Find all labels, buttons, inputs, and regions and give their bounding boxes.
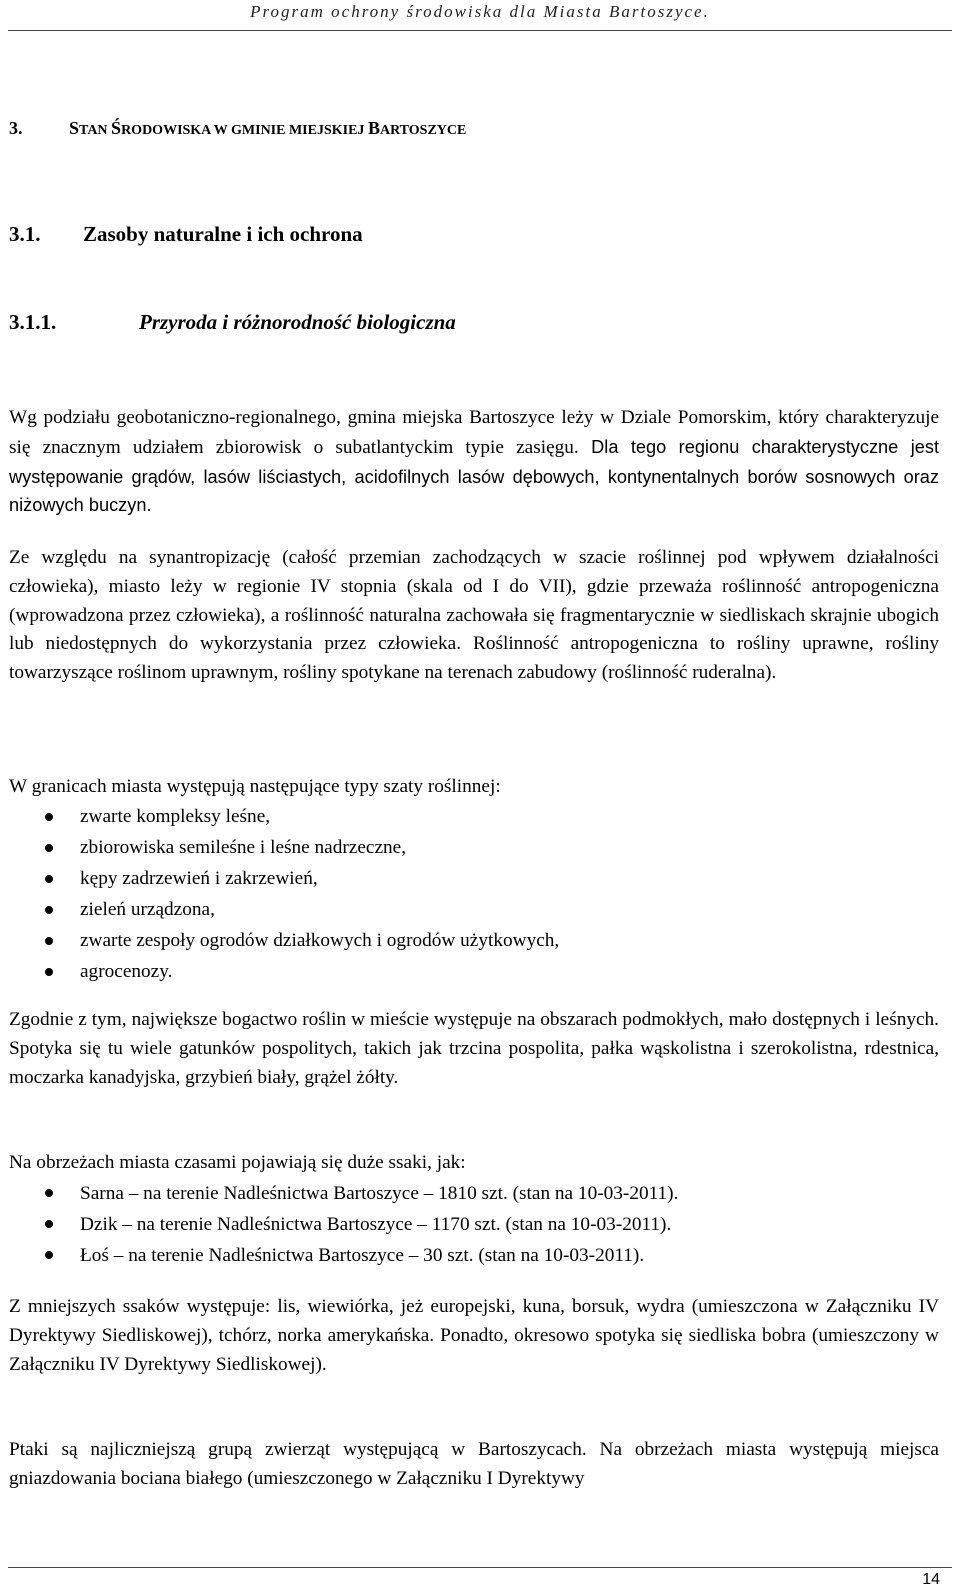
running-header: Program ochrony środowiska dla Miasta Bartoszyce. [250, 2, 710, 21]
bullet-icon [45, 844, 53, 852]
page-number: 14 [922, 1571, 940, 1588]
subsection-heading [9, 310, 456, 335]
paragraph-synanthropization: Ze względu na synantropizację (całość przemian zachodzących w szacie roślinnej pod wpływem działalności człowieka), miasto leży w regionie IV stopnia (skala od I do VII), gdzie przeważa roślinność antropogeniczna (wprowadzona przez człowieka), a roślinność naturalna zachowała się fragmentarycznie w siedliskach skrajnie ubogich lub niedostępnych do wykorzystania przez człowieka. Roślinność antropogeniczna to rośliny uprawne, rośliny towarzyszące roślinom uprawnym, rośliny spotykane na terenach zabudowy (roślinność ruderalna). [9, 547, 939, 684]
subsection-number: 3.1.1. [9, 310, 57, 334]
bullet-icon [45, 937, 53, 945]
list-item: zwarte kompleksy leśne, [0, 802, 930, 833]
chapter-heading: 3. STAN ŚRODOWISKA W GMINIE MIEJSKIEJ BARTOSZYCE [9, 118, 467, 138]
bullet-icon [45, 906, 53, 914]
list-item: zieleń urządzona, [0, 895, 930, 926]
list-item: Łoś – na terenie Nadleśnictwa Bartoszyce – 30 szt. (stan na 10-03-2011). [0, 1240, 930, 1271]
header-rule [8, 30, 952, 31]
footer-rule [8, 1567, 952, 1568]
bullet-icon [45, 813, 53, 821]
paragraph-large-mammals-intro: Na obrzeżach miasta czasami pojawiają się duże ssaki, jak: [9, 1152, 466, 1173]
list-item: Sarna – na terenie Nadleśnictwa Bartoszyce – 1810 szt. (stan na 10-03-2011). [0, 1178, 930, 1209]
section-number: 3.1. [9, 222, 41, 246]
list-item: kępy zadrzewień i zakrzewień, [0, 864, 930, 895]
paragraph-small-mammals: Z mniejszych ssaków występuje: lis, wiewiórka, jeż europejski, kuna, borsuk, wydra (umieszczona w Załączniku IV Dyrektywy Siedliskowej), tchórz, norka amerykańska. Ponadto, okresowo spotyka się siedliska bobra (umieszczony w Załączniku IV Dyrektywy Siedliskowej). [9, 1296, 939, 1375]
list-item: zbiorowiska semileśne i leśne nadrzeczne, [0, 833, 930, 864]
vegetation-types-list [0, 802, 930, 987]
list-item: Dzik – na terenie Nadleśnictwa Bartoszyce – 1170 szt. (stan na 10-03-2011). [0, 1209, 930, 1240]
subsection-title: Przyroda i różnorodność biologiczna [139, 310, 456, 334]
paragraph-birds: Ptaki są najliczniejszą grupą zwierząt występującą w Bartoszycach. Na obrzeżach miasta występują miejsca gniazdowania bociana białego (umieszczonego w Załączniku I Dyrektywy [9, 1439, 939, 1489]
large-mammals-list [0, 1178, 930, 1271]
paragraph-geobotany: Wg podziału geobotaniczno-regionalnego, gmina miejska Bartoszyce leży w Dziale Pomorskim, który charakteryzuje się znacznym udziałem zbiorowisk o subatlantyckim typie zasięgu. Dla tego regionu charakterystyczne jest występowanie grądów, lasów liściastych, acidofilnych lasów dębowych, kontynentalnych borów sosnowych oraz niżowych buczyn. [9, 407, 939, 516]
paragraph-vegetation-intro: W granicach miasta występują następujące typy szaty roślinnej: [9, 776, 501, 797]
list-item: zwarte zespoły ogrodów działkowych i ogrodów użytkowych, [0, 926, 930, 957]
bullet-icon [45, 1220, 53, 1228]
chapter-number: 3. [9, 118, 23, 138]
list-item: agrocenozy. [0, 957, 930, 988]
bullet-icon [45, 1251, 53, 1259]
section-heading [9, 222, 363, 247]
section-title: Zasoby naturalne i ich ochrona [83, 222, 363, 246]
bullet-icon [45, 1189, 53, 1197]
paragraph-flora: Zgodnie z tym, największe bogactwo roślin w mieście występuje na obszarach podmokłych, mało dostępnych i leśnych. Spotyka się tu wiele gatunków pospolitych, takich jak trzcina pospolita, pałka wąskolistna i szerokolistna, rdestnica, moczarka kanadyjska, grzybień biały, grążel żółty. [9, 1009, 939, 1088]
bullet-icon [45, 968, 53, 976]
bullet-icon [45, 875, 53, 883]
